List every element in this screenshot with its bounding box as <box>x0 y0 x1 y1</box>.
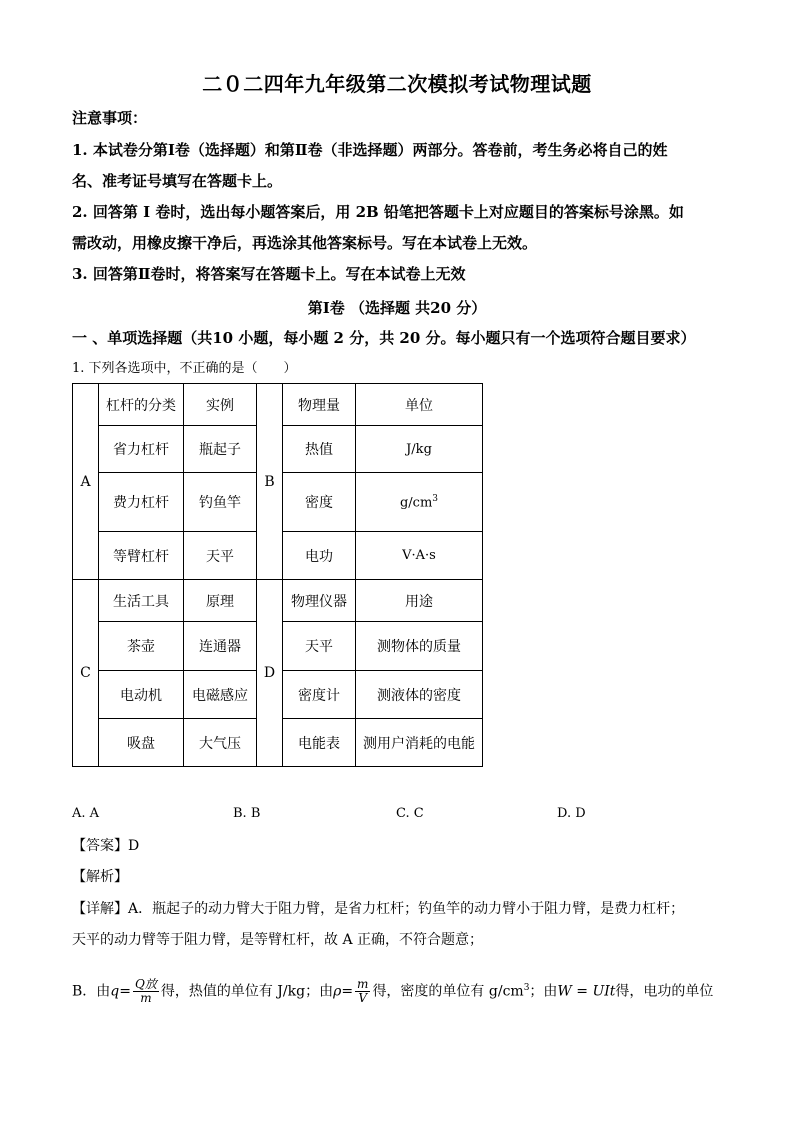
table-cell: 热值 <box>283 426 356 473</box>
table-cell: 费力杠杆 <box>99 473 184 532</box>
table-cell: 电能表 <box>283 719 356 767</box>
equals-sign: = <box>119 983 131 1000</box>
fraction-denominator: V <box>358 991 368 1006</box>
table-cell: 吸盘 <box>99 719 184 767</box>
table-cell: 密度 <box>283 473 356 532</box>
notice-heading: 注意事项： <box>72 109 148 127</box>
table-cell: J/kg <box>356 426 483 473</box>
fraction-heat <box>133 978 159 1005</box>
exponent: 3 <box>523 983 530 993</box>
table-cell: 单位 <box>356 384 483 426</box>
table-cell: 瓶起子 <box>184 426 257 473</box>
table-cell: 等臂杠杆 <box>99 532 184 580</box>
symbol-q: q <box>110 983 120 1000</box>
text-fragment: B．由 <box>72 983 111 1000</box>
table-cell: 大气压 <box>184 719 257 767</box>
table-cell: 天平 <box>283 622 356 671</box>
detail-line-2: 天平的动力臂等于阻力臂，是等臂杠杆，故 A 正确，不符合题意； <box>72 932 484 948</box>
question-stem: 1. 下列各选项中，不正确的是（ ） <box>72 361 297 376</box>
text-fragment: ；由 <box>529 983 558 1000</box>
text-fragment: 得，电功的单位 <box>615 983 714 1000</box>
fraction-numerator: m <box>357 977 369 992</box>
density-unit: g/cm <box>399 495 433 511</box>
table-cell: 生活工具 <box>99 580 184 622</box>
table-cell: 天平 <box>184 532 257 580</box>
fraction-numerator: Q放 <box>135 977 157 992</box>
symbol-rho: ρ <box>333 983 342 1000</box>
table-cell: 连通器 <box>184 622 257 671</box>
density-unit-exponent: 3 <box>432 493 439 504</box>
option-d: D. D <box>557 806 586 821</box>
option-d-label: D <box>257 580 283 767</box>
part-title: 一 、单项选择题（共10 小题，每小题 2 分，共 20 分。每小题只有一个选项符合题目要求） <box>72 329 696 347</box>
answer-label: 【答案】D <box>72 838 140 854</box>
notice-item-3: 3. 回答第Ⅱ卷时，将答案写在答题卡上。写在本试卷上无效 <box>72 265 466 283</box>
section-title: 第Ⅰ卷 （选择题 共20 分） <box>307 299 487 317</box>
formula-work: W = UIt <box>557 983 616 1000</box>
table-cell: 钓鱼竿 <box>184 473 257 532</box>
question-table <box>72 383 483 767</box>
option-b: B. B <box>233 806 261 821</box>
table-cell: 原理 <box>184 580 257 622</box>
table-cell: 测液体的密度 <box>356 671 483 719</box>
analysis-label: 【解析】 <box>72 869 128 885</box>
table-cell: 物理仪器 <box>283 580 356 622</box>
table-cell: 省力杠杆 <box>99 426 184 473</box>
table-cell: 用途 <box>356 580 483 622</box>
table-cell: 电磁感应 <box>184 671 257 719</box>
detail-line-3 <box>72 975 713 1005</box>
table-cell: 电功 <box>283 532 356 580</box>
notice-item-2-line-2: 需改动，用橡皮擦干净后，再选涂其他答案标号。写在本试卷上无效。 <box>72 234 538 252</box>
table-cell: 茶壶 <box>99 622 184 671</box>
table-cell <box>356 473 483 532</box>
notice-item-2-line-1: 2. 回答第 Ⅰ 卷时，选出每小题答案后，用 2B 铅笔把答题卡上对应题目的答案标号涂黑。如 <box>72 203 684 221</box>
option-a: A. A <box>72 806 100 821</box>
notice-item-1-line-1: 1. 本试卷分第Ⅰ卷（选择题）和第Ⅱ卷（非选择题）两部分。答卷前，考生务必将自己的姓 <box>72 141 668 159</box>
text-fragment: 得，密度的单位有 g/cm <box>372 983 524 1000</box>
exam-title: 二０二四年九年级第二次模拟考试物理试题 <box>202 72 592 96</box>
table-cell: 杠杆的分类 <box>99 384 184 426</box>
table-cell: 测物体的质量 <box>356 622 483 671</box>
fraction-density <box>355 978 370 1005</box>
fraction-denominator: m <box>140 991 152 1006</box>
detail-line-1: 【详解】A．瓶起子的动力臂大于阻力臂，是省力杠杆；钓鱼竿的动力臂小于阻力臂，是费力杠杆； <box>72 901 685 917</box>
option-c: C. C <box>396 806 424 821</box>
table-cell: 电动机 <box>99 671 184 719</box>
text-fragment: 得，热值的单位有 J/kg；由 <box>160 983 334 1000</box>
option-b-label: B <box>257 384 283 580</box>
table-cell: V·A·s <box>356 532 483 580</box>
option-a-label: A <box>73 384 99 580</box>
option-c-label: C <box>73 580 99 767</box>
notice-item-1-line-2: 名、准考证号填写在答题卡上。 <box>72 172 283 190</box>
table-cell: 测用户消耗的电能 <box>356 719 483 767</box>
equals-sign: = <box>341 983 354 1000</box>
table-cell: 物理量 <box>283 384 356 426</box>
table-cell: 实例 <box>184 384 257 426</box>
table-cell: 密度计 <box>283 671 356 719</box>
